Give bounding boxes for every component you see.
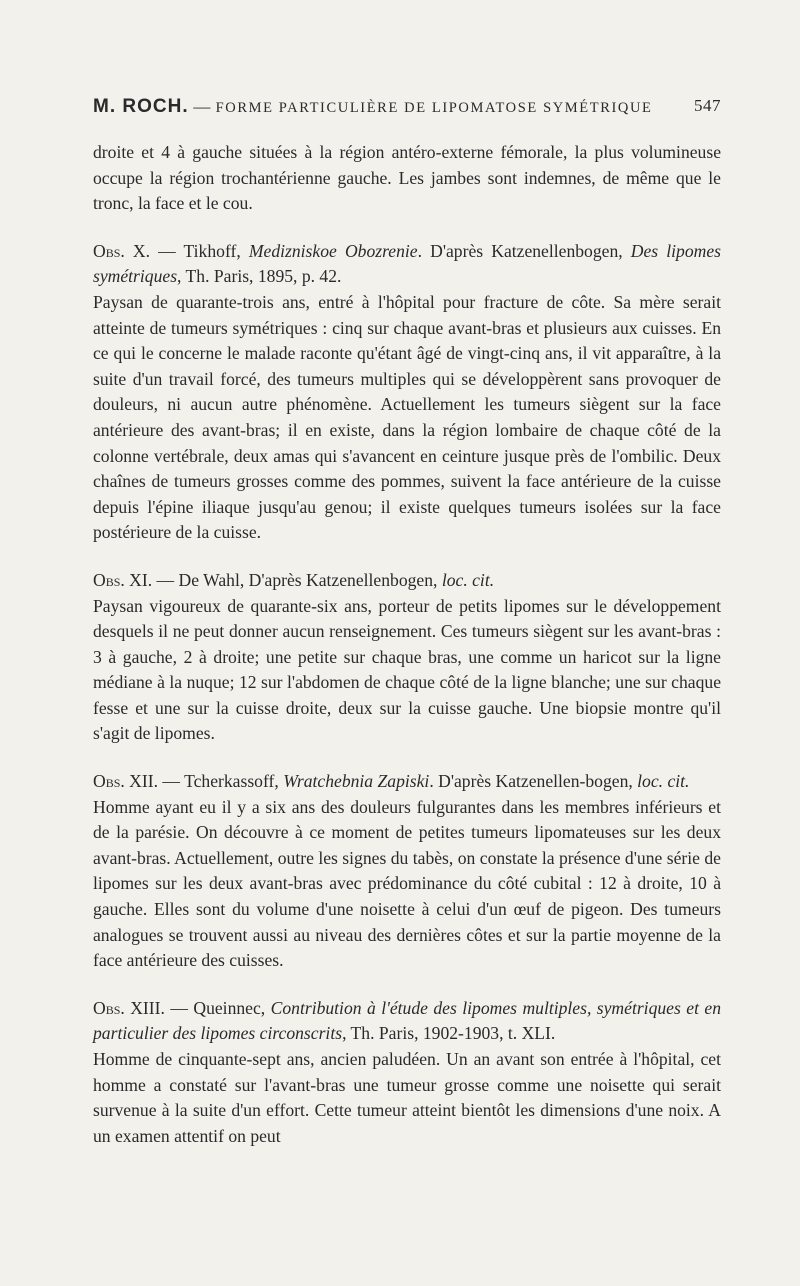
obs-xiii-text: Homme de cinquante-sept ans, ancien paludéen. Un an avant son entrée à l'hôpital, cet homme a constaté sur l'avant-bras une tumeur grosse comme une noisette qui serait survenue à la suite d'un effort. Cette tumeur atteint bientôt les dimensions d'une noix. A un examen attentif on peut [93, 1049, 721, 1146]
obs-xi-label: Obs. XI. [93, 569, 153, 590]
obs-x-text: Paysan de quarante-trois ans, entré à l'hôpital pour fracture de côte. Sa mère serait atteinte de tumeurs symétriques : cinq sur chaque avant-bras et plusieurs aux cuisses. En ce qui le concerne le malade raconte qu'étant âgé de vingt-cinq ans, il vit apparaître, à la suite d'un travail forcé, des tumeurs multiples qui se développèrent sans provoquer de douleurs, ni aucun autre phénomène. Actuellement les tumeurs siègent sur la face antérieure des avant-bras; il en existe, dans la région lombaire de chaque côté de la colonne vertébrale, deux amas qui s'avancent en ceinture jusque près de l'ombilic. Deux chaînes de tumeurs grosses comme des pommes, suivent la face antérieure de la cuisse depuis l'épine iliaque jusqu'au genou; il existe quelques tumeurs isolées sur la face postérieure de la cuisse. [93, 291, 721, 543]
obs-xi-reference [93, 568, 721, 594]
obs-xii-ref-pre: — Tcherkassoff, [158, 771, 284, 792]
obs-x-label: Obs. X. [93, 240, 151, 261]
obs-xiii-label: Obs. XIII. [93, 997, 165, 1018]
obs-xii-journal: Wratchebnia Zapiski [283, 771, 430, 792]
obs-xi-text: Paysan vigoureux de quarante-six ans, porteur de petits lipomes sur le développement desquels il ne peut donner aucun renseignement. Ces tumeurs siègent sur les avant-bras : 3 à gauche, 2 à droite; une petite sur chaque bras, une comme un haricot sur la ligne médiane à la nuque; 12 sur l'abdomen de chaque côté de la ligne blanche; une sur chaque fesse et une sur la cuisse droite, deux sur la cuisse gauche. Une biopsie montre qu'il s'agit de lipomes. [93, 595, 721, 744]
obs-x-journal: Medizniskoe Obozrenie [248, 240, 418, 261]
obs-xiii-ref-post: , Th. Paris, 1902-1903, t. XLI. [342, 1023, 556, 1044]
obs-xii-loc: loc. cit. [637, 771, 690, 792]
header-title: FORME PARTICULIÈRE DE LIPOMATOSE SYMÉTRIQUE [215, 100, 653, 116]
obs-x-reference [93, 239, 721, 290]
intro-paragraph: droite et 4 à gauche situées à la région antéro-externe fémorale, la plus volumineuse occupe la région trochantérienne gauche. Les jambes sont indemnes, de même que le tronc, la face et le cou. [93, 142, 721, 214]
running-header [93, 96, 721, 120]
header-dash: — [193, 97, 211, 116]
obs-x-ref-post: , Th. Paris, 1895, p. 42. [177, 266, 342, 287]
body-text [93, 140, 721, 1149]
obs-xii-ref-mid: . D'après Katzenellen-bogen, [429, 771, 638, 792]
header-author: M. ROCH. [93, 96, 189, 117]
obs-x-ref-pre: — Tikhoff, [150, 240, 249, 261]
obs-xi-ref-pre: — De Wahl, D'après Katzenellenbogen, [152, 569, 442, 590]
obs-xi-loc: loc. cit. [441, 569, 495, 590]
obs-xii-text: Homme ayant eu il y a six ans des douleurs fulgurantes dans les membres inférieurs et de la parésie. On découvre à ce moment de petites tumeurs lipomateuses sur les deux avant-bras. Actuellement, outre les signes du tabès, on constate la présence d'une série de lipomes sur les deux avant-bras avec prédominance du côté cubital : 12 à droite, 10 à gauche. Elles sont du volume d'une noisette à celui d'un œuf de pigeon. Des tumeurs analogues se trouvent aussi au niveau des dernières côtes et sur la partie moyenne de la face antérieure des cuisses. [93, 796, 721, 971]
obs-xii-label: Obs. XII. [93, 771, 159, 792]
obs-xiii-ref-pre: — Queinnec, [164, 997, 271, 1018]
obs-xii-reference [93, 769, 721, 795]
obs-xiii-thesis: Contribution à l'étude des lipomes multiples, symétriques et en particulier des lipomes circonscrits [93, 997, 721, 1044]
obs-xiii-reference [93, 996, 721, 1047]
page-number: 547 [694, 96, 721, 115]
obs-x-thesis: Des lipomes symétriques [93, 240, 721, 287]
obs-x-ref-mid: . D'après Katzenellenbogen, [417, 240, 631, 261]
